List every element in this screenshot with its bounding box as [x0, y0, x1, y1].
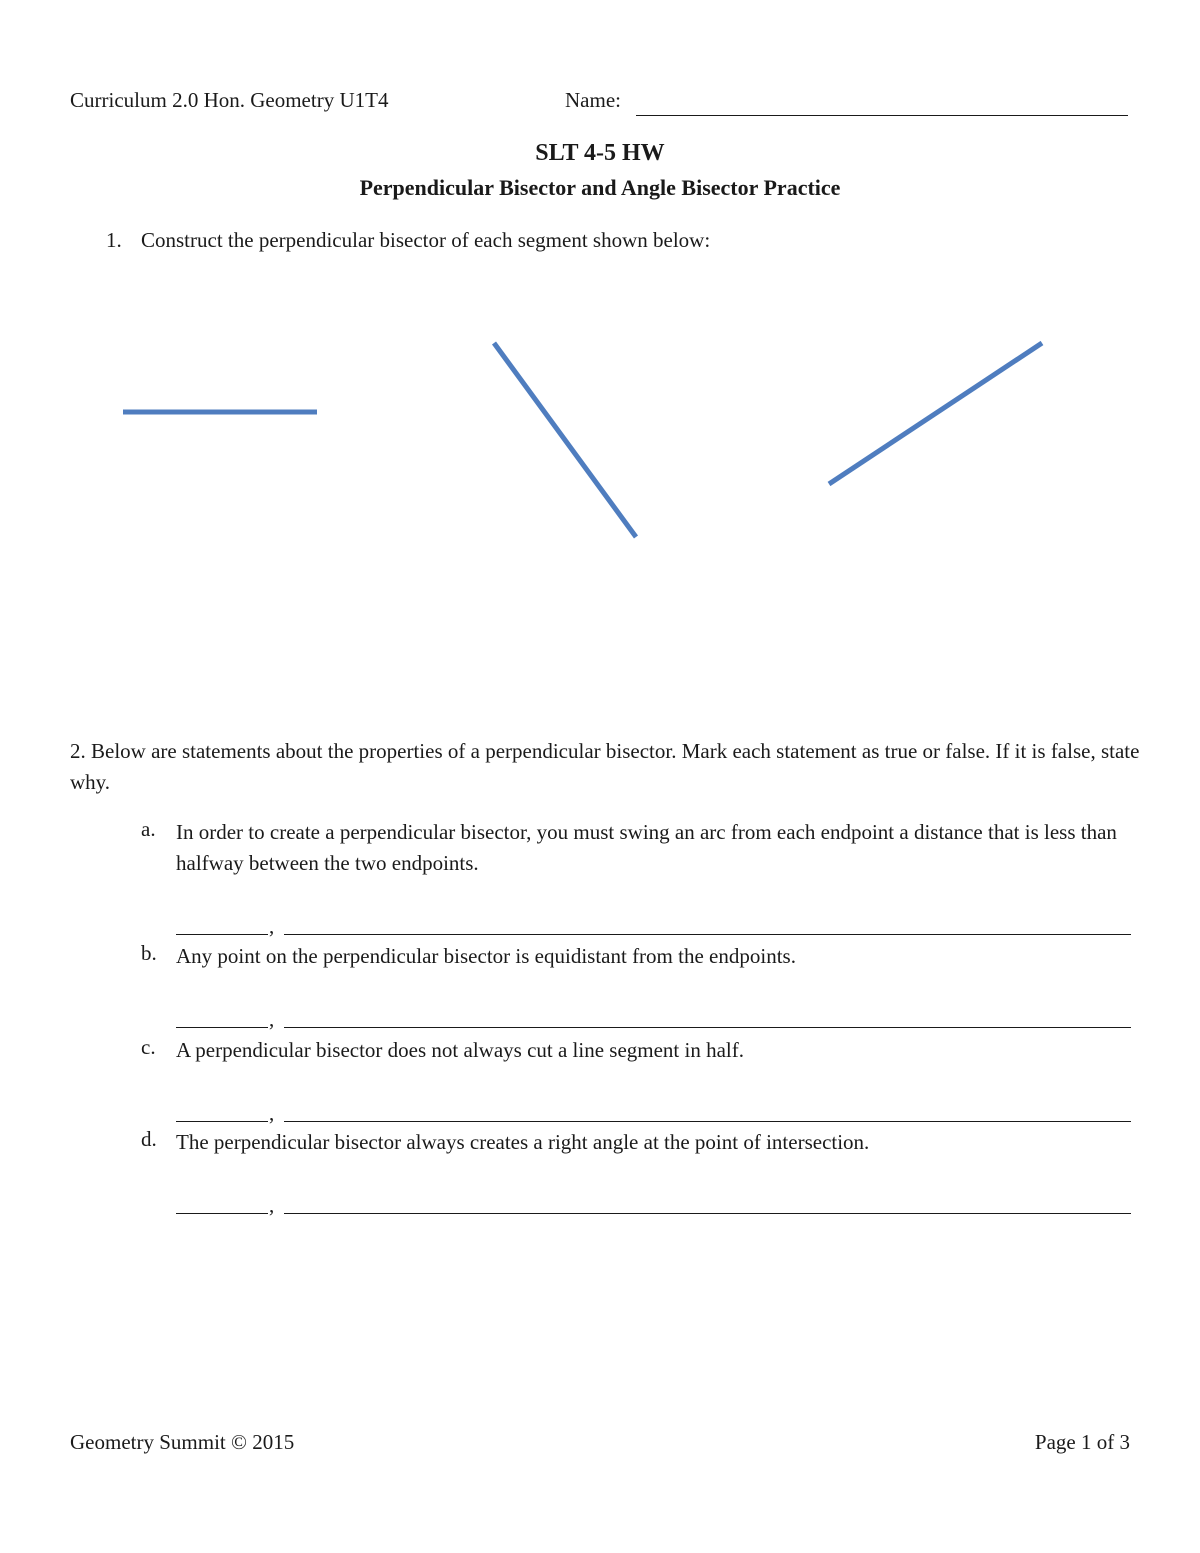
item-b-text: Any point on the perpendicular bisector is equidistant from the endpoints. [176, 944, 796, 968]
item-c-comma: , [269, 1101, 275, 1125]
item-b-reason-blank[interactable] [284, 1027, 1131, 1028]
footer-copyright: Geometry Summit © 2015 [70, 1430, 295, 1454]
item-d-text: The perpendicular bisector always creates a right angle at the point of intersection. [176, 1130, 870, 1154]
question-1-number: 1. [106, 228, 122, 252]
page-subtitle: Perpendicular Bisector and Angle Bisector Practice [359, 175, 841, 200]
item-b-comma: , [269, 1007, 275, 1031]
item-c-letter: c. [141, 1035, 156, 1059]
item-a-text: In order to create a perpendicular bisector, you must swing an arc from each endpoint a distance that is less than halfway between the two endpoints. [176, 820, 1117, 875]
item-c-text: A perpendicular bisector does not always cut a line segment in half. [176, 1038, 744, 1062]
item-d-reason-blank[interactable] [284, 1213, 1131, 1214]
item-d-answer-blank[interactable] [176, 1213, 268, 1214]
page-title: SLT 4-5 HW [535, 140, 665, 166]
question-2-intro: 2. Below are statements about the properties of a perpendicular bisector. Mark each statement as true or false. If it is false, state why. [70, 739, 1140, 794]
item-a-letter: a. [141, 817, 156, 841]
item-c-answer-blank[interactable] [176, 1121, 268, 1122]
name-label: Name: [565, 88, 621, 112]
item-d-comma: , [269, 1193, 275, 1217]
course-header: Curriculum 2.0 Hon. Geometry U1T4 [70, 88, 389, 112]
item-a-answer-blank[interactable] [176, 934, 268, 935]
segment-ascending [829, 343, 1042, 484]
question-1-text: Construct the perpendicular bisector of each segment shown below: [141, 228, 711, 252]
segments-figure [0, 0, 1200, 700]
item-a-reason-blank[interactable] [284, 934, 1131, 935]
item-a-comma: , [269, 914, 275, 938]
item-b-answer-blank[interactable] [176, 1027, 268, 1028]
item-c-reason-blank[interactable] [284, 1121, 1131, 1122]
item-d-letter: d. [141, 1127, 157, 1151]
item-b-letter: b. [141, 941, 157, 965]
segment-descending [494, 343, 636, 537]
footer-page-number: Page 1 of 3 [1034, 1430, 1130, 1454]
